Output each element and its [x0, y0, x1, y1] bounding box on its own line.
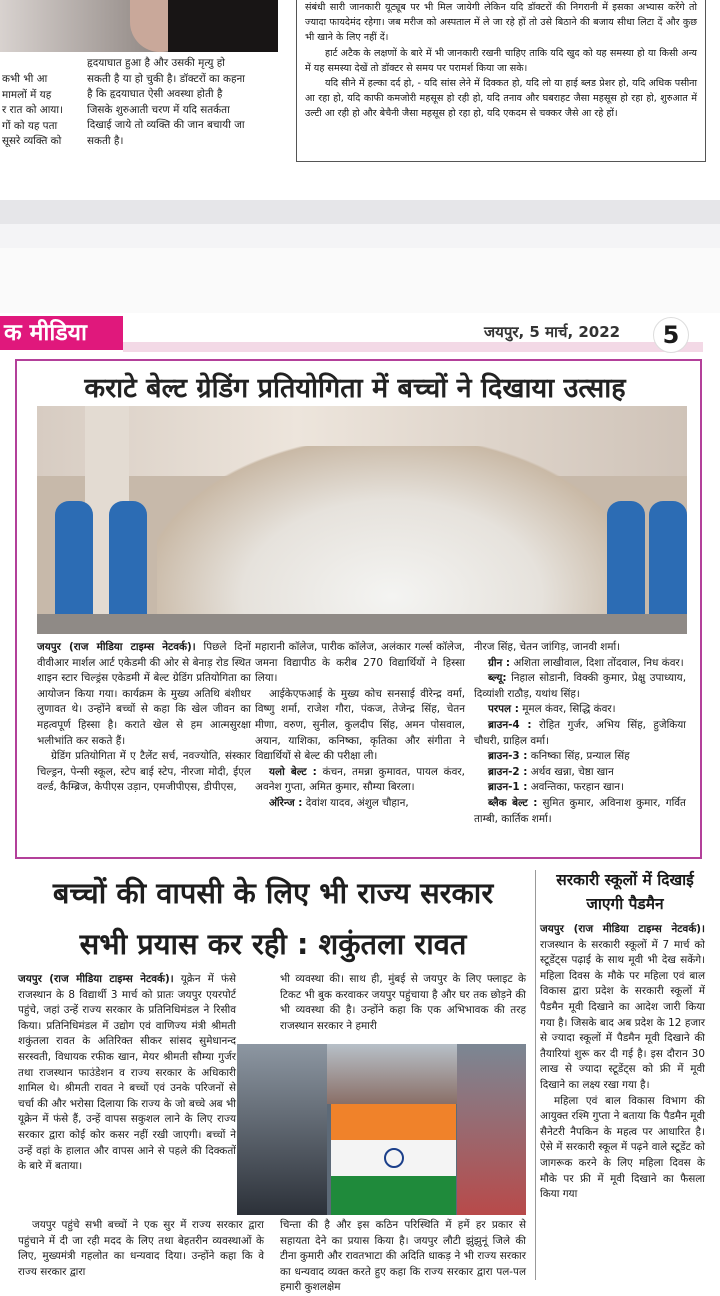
belt-names: सुमित कुमार, अविनाश कुमार, गर्वित ताम्बी, कार्तिक शर्मा। — [474, 796, 686, 825]
article-dateline: जयपुर (राज मीडिया टाइम्स नेटवर्क)। — [18, 973, 174, 985]
belt-label: परपल : — [488, 703, 519, 716]
text-line: गों को यह पता — [2, 119, 58, 132]
header-band — [123, 342, 703, 352]
belt-names: अवन्तिका, फरहान खान। — [530, 781, 624, 794]
article-headline: कराटे बेल्ट ग्रेडिंग प्रतियोगिता में बच्चों ने दिखाया उत्साह — [84, 373, 626, 404]
article2-headline-line1: बच्चों की वापसी के लिए भी राज्य सरकार — [52, 876, 494, 910]
sidebar-headline: सरकारी स्कूलों में दिखाई जाएगी पैडमैन — [556, 871, 694, 913]
info-box — [296, 0, 706, 162]
page-number: 5 — [653, 317, 689, 353]
article-text: पिछले दिनों वीवीआर मार्शल आर्ट एकेडमी की ओर से बेनाड़ रोड स्थित शाइन स्टार चिल्ड्रंस एकेडमी में बेल्ट ग्रेडिंग प्रतियोगिता का आयोजन किया गया। कार्यक्रम के मुख्य अतिथि बंशीधर लुणावत थे। उन्होंने बच्चों से कहा कि खेल जीवन का महत्वपूर्ण हिस्सा है। कराते खेल से हम आत्मसुरक्षा भलीभांति कर सकते हैं। — [37, 641, 251, 747]
belt-label: ब्लैक बेल्ट : — [488, 796, 538, 809]
text-line: मामलों में यह — [2, 88, 52, 101]
article2-column-2 — [280, 972, 526, 1034]
box-paragraph: यदि सीने में हल्का दर्द हो, - यदि सांस लेने में दिक्कत हो, यदि लो या हाई ब्लड प्रेशर हो, यदि अधिक पसीना आ रहा हो, यदि काफी कमजोरी महसूस हो रही हो, यदि तनाव और घबराहट जैसा महसूस हो रहा हो, शुरुआत में उल्टी आ रही हो और बेचैनी जैसा महसूस हो रहा हो, यदि एकदम से चक्कर जैसे आ रहे हों। — [305, 78, 697, 120]
belt-label: ब्राउन-3 : — [488, 750, 528, 763]
article-column-2 — [255, 640, 465, 812]
text-line: जिसके शुरुआती चरण में यदि सतर्कता — [87, 103, 230, 116]
article-text: महिला एवं बाल विकास विभाग की आयुक्त रश्मि गुप्ता ने बताया कि पैडमैन मूवी सैनेटरी नैपकिन के महत्व पर आधारित है। ऐसे में सरकारी स्कूल में पढ़ने वाले स्टूडेंट को जागरूक करने के लिए महिला दिवस के मौके पर फ्री में मूवी दिखाने का फैसला किया गया — [540, 1094, 705, 1201]
box-paragraph: संबंधी सारी जानकारी यूट्यूब पर भी मिल जायेगी लेकिन यदि डॉक्टरों की निगरानी में इसका अभ्यास करेंगे तो ज्यादा फायदेमंद रहेगा। जब मरीज को अस्पताल में ले जा रहे हों तो उसे बिठाने की बजाय सीधा लिटा दें और कुछ भी खाने के लिए नहीं दें। — [305, 2, 697, 44]
article-text: महारानी कॉलेज, पारीक कॉलेज, अलंकार गर्ल्स कॉलेज, जमना विद्यापीठ के करीब 270 विद्यार्थियों ने हिस्सा लिया। — [255, 641, 465, 685]
article-column-3 — [474, 640, 686, 827]
page-gap — [0, 248, 720, 313]
belt-label: ब्ल्यू: — [488, 672, 507, 685]
group-photo — [37, 406, 687, 634]
article2-column-1-continued — [18, 1218, 264, 1280]
text-line: र रात को आया। — [2, 104, 63, 117]
text-line: सकती है या हो चुकी है। डॉक्टरों का कहना — [87, 72, 245, 85]
article2-headline-line2: सभी प्रयास कर रही : शकुंतला रावत — [79, 927, 467, 961]
article-text: नीरज सिंह, चेतन जांगिड़, जानवी शर्मा। — [474, 641, 621, 653]
article-text: आईकेएफआई के मुख्य कोच सनसाई वीरेन्द्र वर्मा, विष्णु शर्मा, राजेश गौरा, पंकज, तेजेन्द्र सिंह, चेतन मीणा, वरुण, सुनील, कुलदीप सिंह, अमन पोसवाल, अयान, याशिका, कनिष्का, कृतिका और संगीता ने विद्यार्थियों से बेल्ट की परीक्षा ली। — [255, 687, 465, 763]
column-divider — [535, 870, 536, 1280]
article-text: भी व्यवस्था की। साथ ही, मुंबई से जयपुर के लिए फ्लाइट के टिकट भी बुक करवाकर जयपुर पहुंचाया है और घर तक छोड़ने की भी व्यवस्था की है। उन्होंने कहा कि एक अभिभावक की तरह राजस्थान सरकार ने हमारी — [280, 973, 526, 1032]
article-text: यूक्रेन में फंसे राजस्थान के 8 विद्यार्थी 3 मार्च को प्रातः जयपुर एयरपोर्ट पहुंचे, जहां उन्हें राज्य सरकार के प्रतिनिधिमंडल ने रिसीव किया। प्रतिनिधिमंडल में उद्योग एवं वाणिज्य मंत्री श्रीमती शकुंतला रावत के अतिरिक्त सीकर सांसद सुमेधानन्द सरस्वती, विधायक रफीक खान, मेयर श्रीमती सौम्या गुर्जर तथा राजस्थान फाउंडेशन व राज्य सरकार के अधिकारी शामिल थे। श्रीमती रावत ने बच्चों एवं उनके परिजनों से चर्चा की और भरोसा दिलाया कि राज्य के जो बच्चे अब भी यूक्रेन में फंसे हैं, उन्हें वापस सकुशल लाने के लिए राज्य सरकार द्वारा कोई कोर कसर नहीं रखी जाएगी। बच्चों ने उन्हें वहां के हालात और वापस आने से पहले की दिक्कतों के बारे में बताया। — [18, 973, 236, 1173]
top-photo — [0, 0, 278, 52]
sidebar-article — [540, 922, 705, 1203]
page-gap — [0, 224, 720, 248]
belt-names: अर्थव खन्ना, चेष्ठा खान — [530, 765, 614, 778]
text-line: है कि हृदयाघात ऐसी अवस्था होती है — [87, 88, 223, 101]
belt-names: कनिष्का सिंह, प्रन्याल सिंह — [530, 750, 630, 763]
airport-photo — [237, 1044, 526, 1215]
page-dateline: जयपुर, 5 मार्च, 2022 — [484, 323, 621, 341]
text-line: सकती है। — [87, 134, 124, 147]
belt-names: देवांश यादव, अंशुल चौहान, — [305, 796, 409, 809]
text-line: हृदयाघात हुआ है और उसकी मृत्यु हो — [87, 57, 225, 69]
article2-column-2-continued — [280, 1218, 526, 1296]
belt-names: मूमल कंवर, सिद्धि कंवर। — [522, 703, 616, 716]
text-line: कभी भी आ — [2, 73, 48, 85]
article-dateline: जयपुर (राज मीडिया टाइम्स नेटवर्क)। — [540, 923, 705, 935]
text-line: दिखाई जाये तो व्यक्ति की जान बचायी जा — [87, 119, 245, 132]
text-line: सूसरे व्यक्ति को — [2, 135, 62, 148]
belt-names: निहाल सोडानी, विक्की कुमार, प्रेक्षु उपाध्याय, दिव्यांशी राठौड़, यथांथ सिंह। — [474, 672, 686, 700]
article-text: चिन्ता की है और इस कठिन परिस्थिति में हमें हर प्रकार से सहायता देने का प्रयास किया है। जयपुर लौटी झुंझुनूं जिले की टीना कुमारी और रावतभाटा की अदिति धाकड़ ने भी राज्य सरकार का धन्यवाद व्यक्त करते हुए कहा कि राज्य सरकार द्वारा पल-पल हमारी कुशलक्षेम — [280, 1219, 526, 1294]
brand-logo: क मीडिया — [0, 316, 123, 350]
belt-label: ब्राउन-1 : — [488, 781, 528, 794]
box-paragraph: हार्ट अटैक के लक्षणों के बारे में भी जानकारी रखनी चाहिए ताकि यदि खुद को यह समस्या हो या किसी अन्य में यह समस्या देखें तो डॉक्टर से समय पर परामर्श किया जा सके। — [305, 47, 697, 74]
article-text: जयपुर पहुंचे सभी बच्चों ने एक सुर में राज्य सरकार द्वारा पहुंचाने में दी जा रही मदद के लिए तथा बेहतरीन व्यवस्थाओं के लिए, मुख्यमंत्री गहलोत का धन्यवाद दिया। उन्होंने कहा कि वे राज्य सरकार द्वारा — [18, 1219, 264, 1278]
belt-names: रोहित गुर्जर, अभिय सिंह, हुजेकिया चौधरी, ग्राहिल वर्मा। — [474, 718, 686, 747]
top-mid-column — [87, 56, 282, 150]
article-dateline: जयपुर (राज मीडिया टाइम्स नेटवर्क)। — [37, 641, 196, 653]
article-text: राजस्थान के सरकारी स्कूलों में 7 मार्च को स्टूडेंट्स पढ़ाई के साथ मूवी भी देख सकेंगे। महिला दिवस के मौके पर महिला एवं बाल विकास द्वारा प्रदेश के सरकारी स्कूलों में पैडमैन मूवी दिखाने का आदेश जारी किया गया है। जिसके बाद अब प्रदेश के 12 हजार से ज्यादा स्कूलों में पैडमैन मूवी दिखाने की तैयारियां शुरू कर दी गई है। इस दौरान 30 लाख से ज्यादा स्टूडेंट्स को फ्री में मूवी दिखाने का लक्ष्य रखा गया है। — [540, 938, 705, 1091]
belt-label: ग्रीन : — [488, 656, 511, 669]
belt-label: यलो बेल्ट : — [269, 765, 317, 778]
belt-label: ब्राउन-2 : — [488, 765, 528, 778]
previous-page-strip — [0, 0, 720, 200]
article-text: ग्रेडिंग प्रतियोगिता में ए टैलेंट सर्च, नवज्योति, संस्कार चिल्ड्रन, पेन्सी स्कूल, स्टेप बाई स्टेप, नीरजा मोदी, ईएल वर्ल्ड, कैम्ब्रिज, केपीएस उड़ान, एमजीपीएस, डीपीएस, — [37, 750, 251, 794]
belt-names: कंचन, तमन्ना कुमावत, पायल कंवर, अवनेश गुप्ता, अमित कुमार, सौम्या बिरला। — [255, 765, 465, 794]
belt-label: ब्राउन-4 : — [488, 718, 532, 731]
page-gap — [0, 200, 720, 224]
top-left-column — [2, 72, 72, 150]
belt-names: अशिता लाखीवाल, दिशा तोंदवाल, निध कंवर। — [513, 656, 684, 669]
belt-label: ऑरेन्ज : — [269, 796, 303, 809]
article-column-1 — [37, 640, 251, 796]
article2-column-1 — [18, 972, 236, 1175]
